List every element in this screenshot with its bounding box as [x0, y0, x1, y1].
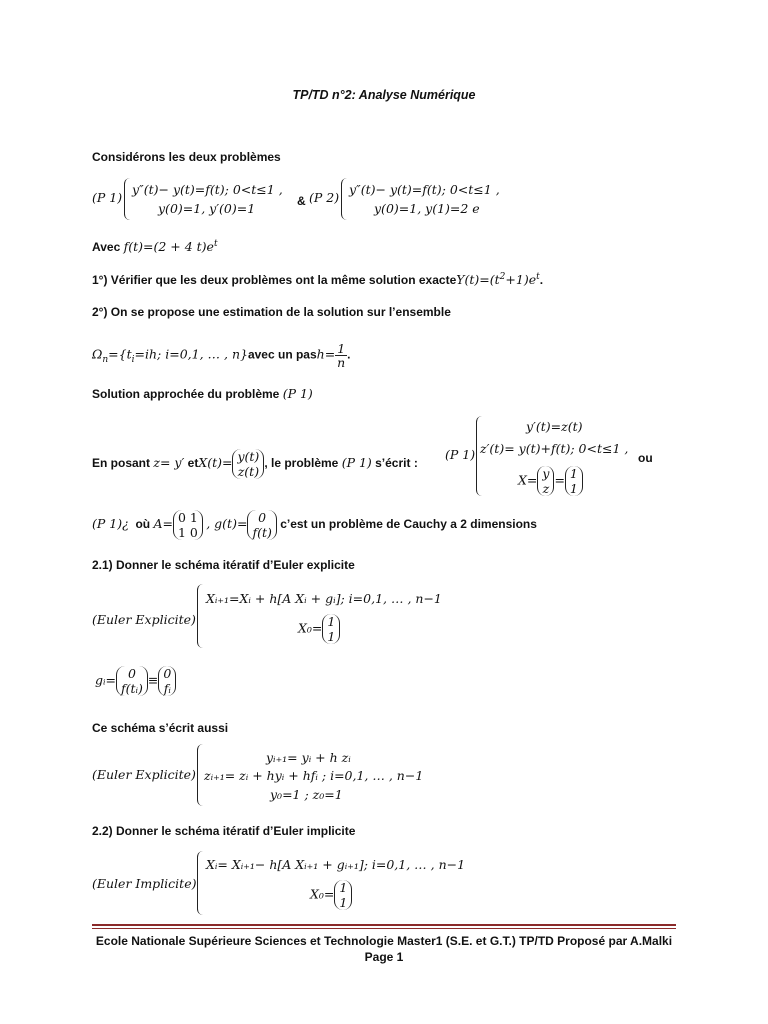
gi-vector-2 [158, 666, 176, 696]
A-matrix-row-1: 0 1 [178, 510, 198, 525]
avec-formula: f(t)=(2 + 4 t)e [123, 239, 214, 254]
euler-explicit-X0-vector [322, 614, 340, 644]
footer-rule-thin [92, 928, 676, 929]
solution-heading [92, 386, 313, 401]
g-vector-row-2: f(t) [252, 525, 272, 540]
omega-symbol: Ω [92, 346, 103, 362]
exact-solution-exp: 2 [499, 272, 506, 282]
pas-text: avec un pas [247, 347, 317, 362]
p2-equation-2: y(0)=1, y(1)=2 e [374, 201, 480, 216]
sys2-equation-3 [518, 466, 583, 496]
sys2-X: X= [518, 472, 538, 488]
omega-set-start: ={t [108, 346, 132, 362]
sys2-yz-vector [537, 466, 554, 496]
euler-implicit-brace [197, 851, 204, 915]
avec-label: Avec [92, 240, 121, 254]
euler-explicit-brace [197, 584, 204, 648]
sys2-equation-2: z′(t)= y(t)+f(t); 0<t≤1 , [480, 441, 629, 456]
exact-solution-tail: +1)e [505, 272, 537, 287]
euler-explicit-2-equation-3: y₀=1 ; z₀=1 [270, 787, 343, 802]
sys2-ones-row-2: 1 [569, 481, 578, 496]
posant-line [92, 449, 418, 479]
solution-heading-math: (P 1) [282, 386, 313, 401]
X-vector-row-1: y(t) [237, 449, 260, 464]
et-text: et [187, 456, 199, 471]
p1-equation-1: y″(t)− y(t)=f(t); 0<t≤1 , [132, 182, 283, 197]
pas-end: . [347, 347, 351, 362]
sys2-ones-row-1: 1 [569, 466, 578, 481]
exact-solution-exp2: t [536, 272, 540, 282]
euler-implicit-X0-vector [334, 880, 352, 910]
gi-definition [95, 666, 176, 696]
gi-vector-2-row-2: fᵢ [163, 681, 171, 696]
avec-exponent: t [213, 239, 218, 249]
gi-lhs: gᵢ= [95, 672, 116, 688]
posant-z: z= y′ [153, 455, 185, 471]
euler-implicit-equation-2 [310, 880, 352, 910]
pas-fraction [335, 342, 347, 369]
euler-explicit-X0-row-2: 1 [327, 629, 336, 644]
X-definition: X(t)= [198, 455, 233, 471]
cauchy-line [92, 510, 537, 540]
secrit-text: s’écrit : [375, 456, 418, 471]
p1-label: (P 1) [92, 190, 123, 205]
question-1-text: 1°) Vérifier que les deux problèmes ont la même solution exacte [92, 273, 457, 287]
sys2-vec-row-1: y [542, 466, 550, 481]
p2-equation-1: y″(t)− y(t)=f(t); 0<t≤1 , [349, 182, 500, 197]
X-vector [232, 449, 264, 479]
gi-vector-2-row-1: 0 [163, 666, 172, 681]
g-vector [247, 510, 276, 540]
pas-denominator: n [337, 355, 346, 370]
avec-line [92, 239, 218, 254]
euler-implicit-X0: X₀= [310, 886, 335, 902]
aussi-text: Ce schéma s’écrit aussi [92, 721, 229, 735]
ou2-text: où [135, 517, 151, 532]
p2-brace [341, 178, 348, 220]
cauchy-text: c’est un problème de Cauchy a 2 dimensions [280, 517, 537, 532]
A-definition: A= [153, 516, 173, 532]
p2-label: (P 2) [309, 190, 340, 205]
gi-vector-row-2: f(tᵢ) [121, 681, 143, 696]
solution-heading-text: Solution approchée du problème [92, 387, 280, 401]
page-title: TP/TD n°2: Analyse Numérique [292, 88, 476, 102]
pas-numerator: 1 [337, 341, 346, 356]
sys2-vec-row-2: z [542, 481, 550, 496]
euler-implicit-X0-row-1: 1 [339, 880, 348, 895]
euler-explicit-2-label: (Euler Explicite) [92, 767, 196, 782]
question-2-2: 2.2) Donner le schéma itératif d’Euler implicite [92, 824, 356, 838]
euler-explicit-X0-row-1: 1 [327, 614, 336, 629]
euler-explicit-2-equation-2: zᵢ₊₁= zᵢ + hyᵢ + hfᵢ ; i=0,1, … , n−1 [204, 768, 424, 783]
sys2-equals: = [554, 472, 565, 488]
sys2-label: (P 1) [445, 447, 476, 462]
sys2-ones-vector [565, 466, 583, 496]
gi-equiv: ≡ [147, 672, 159, 688]
A-matrix-row-2: 1 0 [178, 525, 198, 540]
question-1-end: . [539, 273, 544, 287]
intro-text: Considérons les deux problèmes [92, 150, 281, 164]
euler-implicit-X0-row-2: 1 [339, 895, 348, 910]
p1-equation-2: y(0)=1, y′(0)=1 [158, 201, 256, 216]
euler-implicit-label: (Euler Implicite) [92, 876, 197, 891]
omega-set-end: =ih; i=0,1, … , n} [134, 346, 248, 362]
omega-sub-i: i [131, 355, 135, 366]
question-1 [92, 272, 543, 287]
euler-explicit-2-brace [197, 744, 204, 806]
question-2: 2°) On se propose une estimation de la solution sur l’ensemble [92, 305, 451, 319]
X-vector-row-2: z(t) [237, 464, 260, 479]
g-vector-row-1: 0 [258, 510, 267, 525]
euler-explicit-2-equation-1: yᵢ₊₁= yᵢ + h zᵢ [266, 750, 351, 765]
euler-explicit-equation-2 [298, 614, 340, 644]
page-number: Page 1 [364, 950, 404, 964]
probleme-text: , le problème [264, 456, 339, 471]
exact-solution: Y(t)=(t [456, 272, 500, 287]
g-definition: , g(t)= [206, 516, 248, 532]
sys2-brace [476, 416, 483, 496]
footer-text: Ecole Nationale Supérieure Sciences et Technologie Master1 (S.E. et G.T.) TP/TD Proposé par A.Malki [95, 934, 673, 948]
sys2-equation-1: y′(t)=z(t) [526, 419, 583, 434]
euler-explicit-label: (Euler Explicite) [92, 612, 196, 627]
euler-explicit-X0: X₀= [298, 620, 323, 636]
ou-text: ou [638, 451, 653, 465]
question-2-1: 2.1) Donner le schéma itératif d’Euler explicite [92, 558, 355, 572]
p1-brace [124, 178, 131, 220]
gi-vector-row-1: 0 [127, 666, 136, 681]
p1i-label: (P 1)¿ [92, 516, 129, 532]
euler-explicit-equation-1: Xᵢ₊₁=Xᵢ + h[A Xᵢ + gᵢ]; i=0,1, … , n−1 [206, 591, 442, 606]
pas-formula: h= [316, 346, 336, 362]
A-matrix [173, 510, 203, 540]
posant-text: En posant [92, 456, 151, 471]
omega-sub: n [102, 355, 109, 366]
ampersand: & [297, 194, 306, 208]
gi-vector [116, 666, 148, 696]
probleme-math: (P 1) [341, 455, 372, 471]
footer-rule-thick [92, 924, 676, 926]
euler-implicit-equation-1: Xᵢ= Xᵢ₊₁− h[A Xᵢ₊₁ + gᵢ₊₁]; i=0,1, … , n−1 [206, 857, 466, 872]
omega-line [92, 342, 350, 369]
